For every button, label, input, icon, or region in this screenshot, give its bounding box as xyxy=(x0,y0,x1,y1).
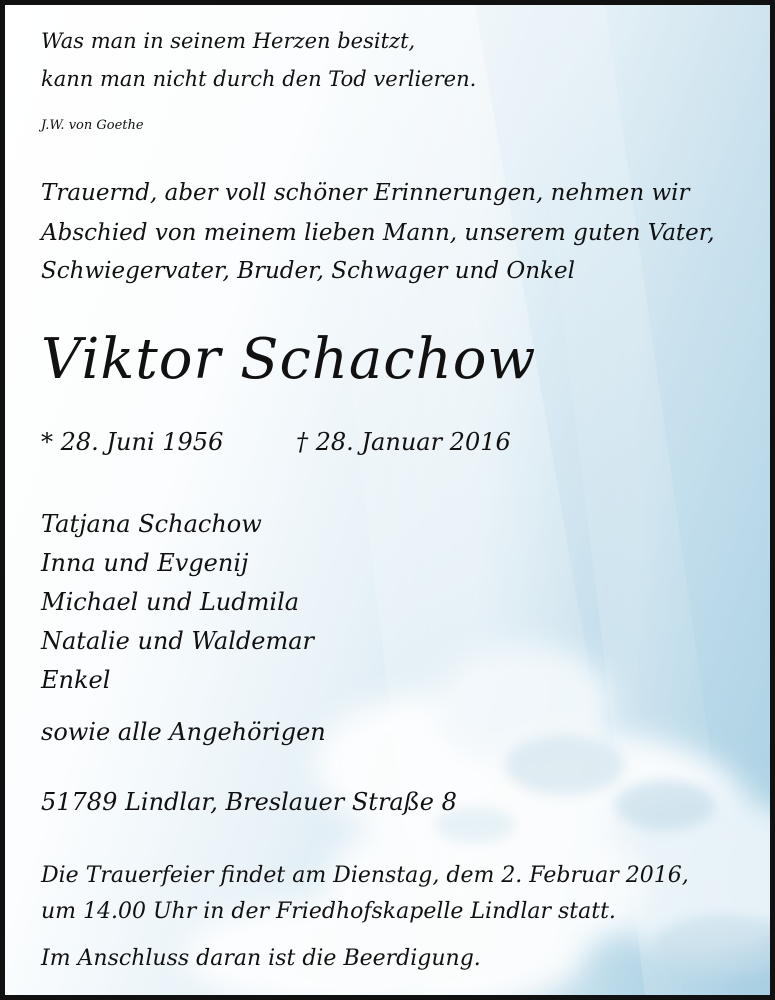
life-dates xyxy=(41,428,511,456)
service-line-2: um 14.00 Uhr in der Friedhofskapelle Lindlar statt. xyxy=(41,899,616,924)
intro-line-1: Trauernd, aber voll schöner Erinnerungen, nehmen wir xyxy=(41,180,690,206)
mourner-name: Tatjana Schachow xyxy=(41,510,262,538)
relatives-line: sowie alle Angehörigen xyxy=(41,718,326,746)
quote-author: J.W. von Goethe xyxy=(41,118,144,133)
mourner-name: Natalie und Waldemar xyxy=(41,627,315,655)
service-line-1: Die Trauerfeier findet am Dienstag, dem 2. Februar 2016, xyxy=(41,863,689,888)
quote-line-1: Was man in seinem Herzen besitzt, xyxy=(41,29,416,53)
quote-line-2: kann man nicht durch den Tod verlieren. xyxy=(41,67,477,91)
home-address: 51789 Lindlar, Breslauer Straße 8 xyxy=(41,788,457,816)
birth-date: * 28. Juni 1956 xyxy=(41,428,224,456)
burial-line: Im Anschluss daran ist die Beerdigung. xyxy=(41,946,481,971)
sky-clouds-background xyxy=(5,5,770,995)
death-date: † 28. Januar 2016 xyxy=(296,428,511,456)
intro-line-2: Abschied von meinem lieben Mann, unserem guten Vater, xyxy=(41,220,715,246)
mourner-name: Enkel xyxy=(41,666,111,694)
intro-line-3: Schwiegervater, Bruder, Schwager und Onkel xyxy=(41,258,575,284)
mourner-name: Inna und Evgenij xyxy=(41,549,249,577)
mourner-name: Michael und Ludmila xyxy=(41,588,300,616)
deceased-name: Viktor Schachow xyxy=(41,327,537,392)
